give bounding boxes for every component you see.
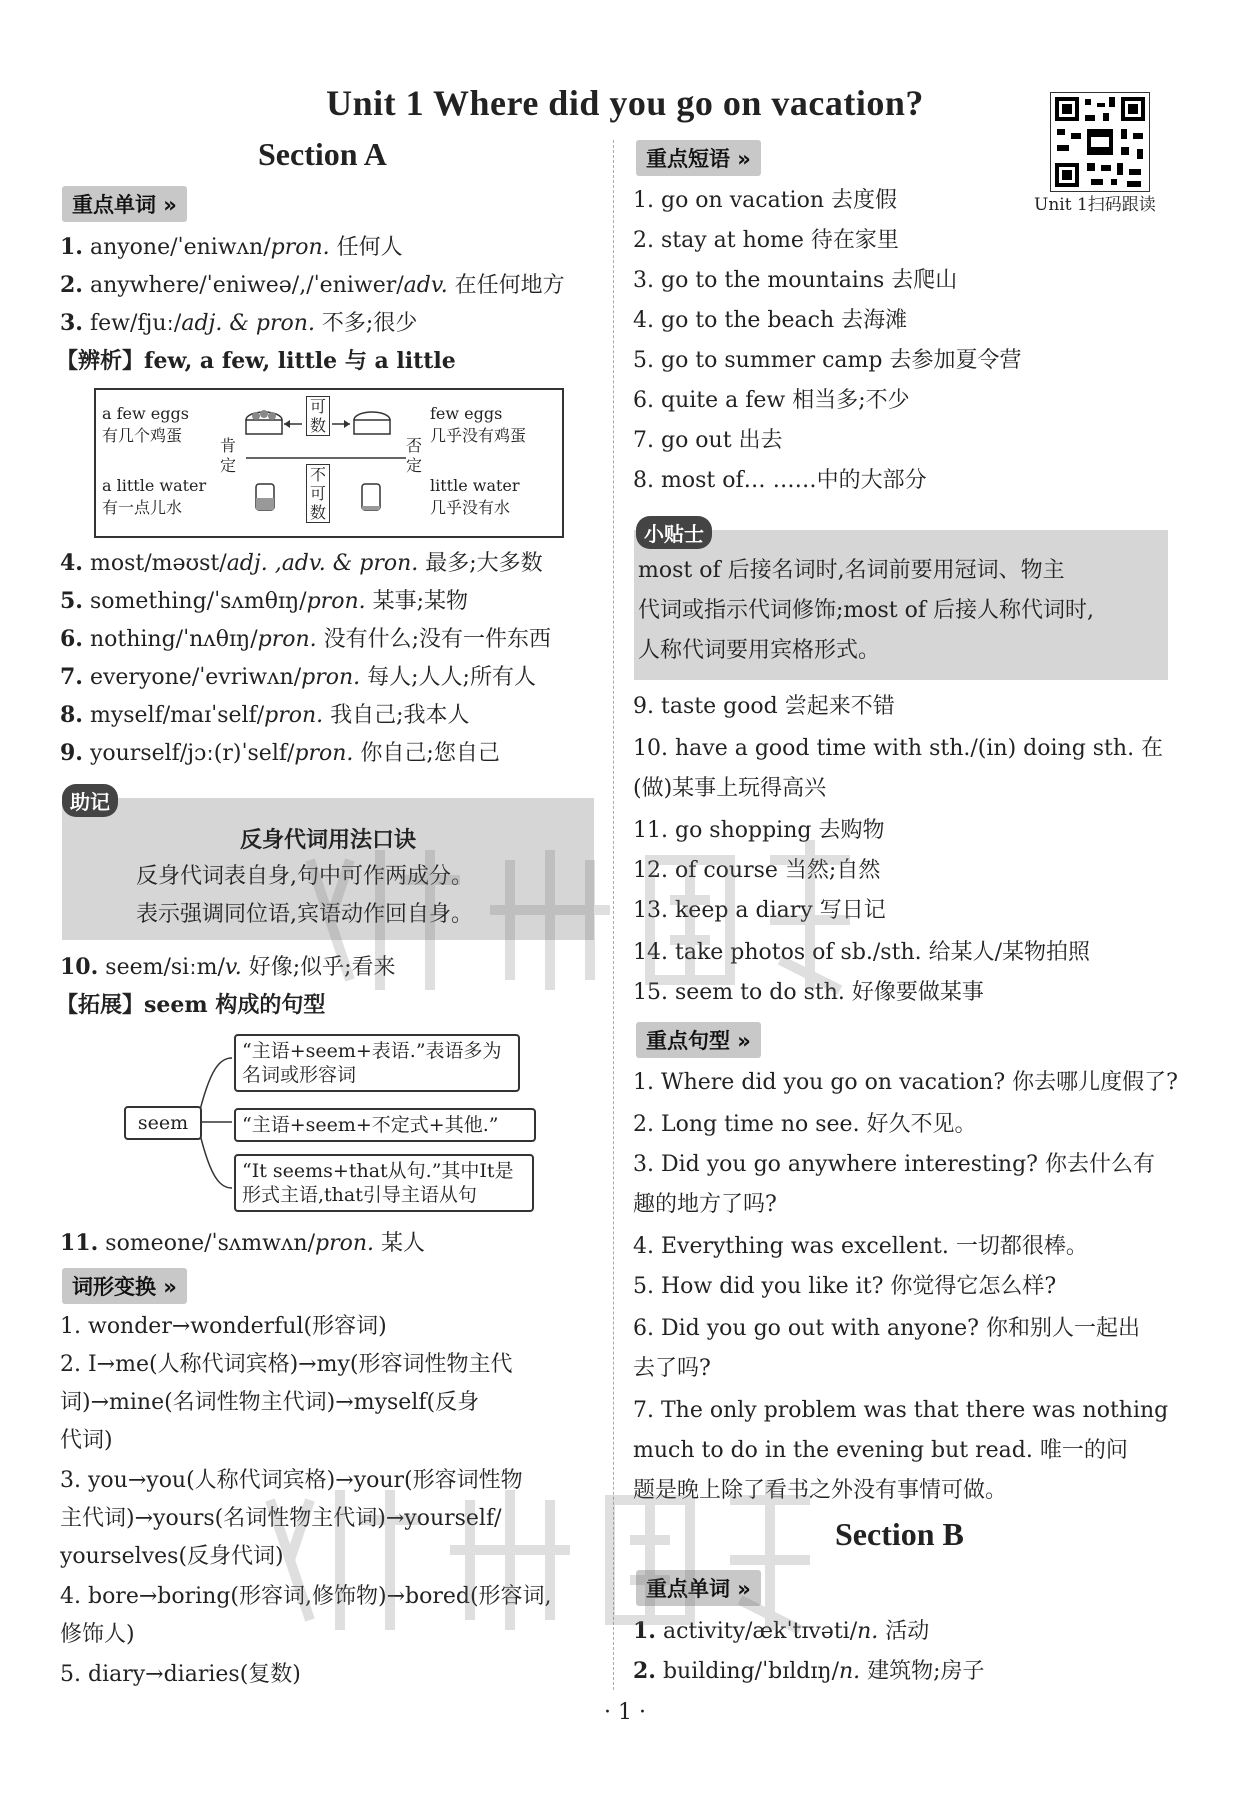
section-a-heading: Section A [258, 136, 387, 172]
memo-title: 反身代词用法口诀 [239, 828, 416, 853]
seem-pattern-3: “It seems+that从句.”其中It是形式主语,that引导主语从句 [234, 1154, 534, 1212]
form-line: 代词) [60, 1428, 113, 1453]
qr-caption: Unit 1扫码跟读 [1034, 195, 1156, 215]
word-item: 1. anyone/ˈeniwʌn/pron. 任何人 [60, 234, 403, 260]
sentence-line: much to do in the evening but read. 唯一的问 [633, 1438, 1128, 1463]
tip-line-2: 代词或指示代词修饰;most of 后接人称代词时, [638, 598, 1095, 623]
a-little-en: a little water [102, 476, 207, 495]
analysis-heading: 【辨析】few, a few, little 与 a little [56, 348, 456, 374]
memo-line-2: 表示强调同位语,宾语动作回自身。 [136, 902, 473, 927]
seem-pattern-2: “主语+seem+不定式+其他.” [234, 1108, 536, 1142]
few-little-table [94, 388, 564, 538]
section-b-heading: Section B [835, 1516, 964, 1552]
sentence-line: 6. Did you go out with anyone? 你和别人一起出 [633, 1316, 1140, 1341]
phrase-line: 11. go shopping 去购物 [633, 818, 885, 843]
sentence-line: 7. The only problem was that there was nothing [633, 1398, 1169, 1423]
word-item: 9. yourself/jɔː(r)ˈself/pron. 你自己;您自己 [60, 740, 500, 766]
a-little-cn: 有一点儿水 [102, 498, 183, 517]
negative-label: 否定 [406, 436, 423, 475]
extend-heading: 【拓展】seem 构成的句型 [56, 992, 326, 1018]
watermark-graphic [250, 1460, 870, 1678]
header-key-words-b: 重点单词 » [636, 1570, 761, 1606]
form-line: 5. diary→diaries(复数) [60, 1662, 301, 1687]
countable-label: 可数 [306, 396, 330, 436]
word-item: 11. someone/ˈsʌmwʌn/pron. 某人 [60, 1230, 426, 1256]
phrase-line: 12. of course 当然;自然 [633, 858, 881, 883]
table-graphics [96, 390, 562, 536]
phrase-line: 10. have a good time with sth./(in) doing sth. 在 [633, 736, 1164, 761]
few-en: few eggs [430, 404, 503, 423]
sentence-line: 4. Everything was excellent. 一切都很棒。 [633, 1234, 1088, 1259]
word-item: 6. nothing/ˈnʌθɪŋ/pron. 没有什么;没有一件东西 [60, 626, 552, 652]
phrase-line: 14. take photos of sb./sth. 给某人/某物拍照 [633, 940, 1091, 965]
phrase-line: (做)某事上玩得高兴 [633, 776, 827, 801]
phrase-line: 1. go on vacation 去度假 [633, 188, 897, 213]
little-cn: 几乎没有水 [430, 498, 511, 517]
watermark-graphic [290, 820, 910, 1038]
header-key-sentences: 重点句型 » [636, 1022, 761, 1058]
sentence-line: 2. Long time no see. 好久不见。 [633, 1112, 977, 1137]
sentence-line: 去了吗? [633, 1356, 711, 1381]
form-line: 4. bore→boring(形容词,修饰物)→bored(形容词, [60, 1584, 552, 1609]
word-item: 4. most/məʊst/adj. ,adv. & pron. 最多;大多数 [60, 550, 543, 576]
tip-badge: 小贴士 [636, 516, 712, 549]
phrase-line: 6. quite a few 相当多;不少 [633, 388, 910, 413]
phrase-line: 13. keep a diary 写日记 [633, 898, 886, 923]
phrase-line: 5. go to summer camp 去参加夏令营 [633, 348, 1022, 373]
a-few-en: a few eggs [102, 404, 189, 423]
word-item: 5. something/ˈsʌmθɪŋ/pron. 某事;某物 [60, 588, 469, 614]
a-few-cn: 有几个鸡蛋 [102, 426, 183, 445]
word-item: 2. anywhere/ˈeniweə/,/ˈeniwer/adv. 在任何地方 [60, 272, 565, 298]
tip-box [634, 530, 1168, 680]
seem-node: seem [124, 1106, 202, 1140]
word-item: 3. few/fjuː/adj. & pron. 不多;很少 [60, 310, 418, 336]
form-line: 词)→mine(名词性物主代词)→myself(反身 [60, 1390, 480, 1415]
header-key-words: 重点单词 » [62, 186, 187, 222]
memo-badge: 助记 [62, 784, 118, 817]
phrase-line: 8. most of… ……中的大部分 [633, 468, 927, 493]
sentence-line: 题是晚上除了看书之外没有事情可做。 [633, 1478, 1008, 1503]
word-item: 7. everyone/ˈevriwʌn/pron. 每人;人人;所有人 [60, 664, 536, 690]
form-line: 3. you→you(人称代词宾格)→your(形容词性物 [60, 1468, 523, 1493]
header-key-phrases: 重点短语 » [636, 140, 761, 176]
page-title: Unit 1 Where did you go on vacation? [326, 83, 924, 123]
seem-pattern-1: “主语+seem+表语.”表语多为名词或形容词 [234, 1034, 520, 1092]
form-line: 修饰人) [60, 1622, 135, 1647]
phrase-line: 15. seem to do sth. 好像要做某事 [633, 980, 984, 1005]
phrase-line: 3. go to the mountains 去爬山 [633, 268, 958, 293]
form-line: 1. wonder→wonderful(形容词) [60, 1314, 387, 1339]
uncountable-label: 不可数 [306, 464, 330, 523]
header-word-forms: 词形变换 » [62, 1268, 187, 1304]
positive-label: 肯定 [220, 436, 237, 475]
phrase-line: 4. go to the beach 去海滩 [633, 308, 908, 333]
qr-code[interactable] [1050, 92, 1150, 192]
sentence-line: 1. Where did you go on vacation? 你去哪儿度假了? [633, 1070, 1178, 1095]
form-line: yourselves(反身代词) [60, 1544, 284, 1569]
form-line: 2. I→me(人称代词宾格)→my(形容词性物主代 [60, 1352, 513, 1377]
form-line: 主代词)→yours(名词性物主代词)→yourself/ [60, 1506, 502, 1531]
phrase-line: 2. stay at home 待在家里 [633, 228, 899, 253]
word-item: 2. building/ˈbɪldɪŋ/n. 建筑物;房子 [633, 1658, 985, 1684]
few-cn: 几乎没有鸡蛋 [430, 426, 527, 445]
word-item: 10. seem/siːm/v. 好像;似乎;看来 [60, 954, 396, 980]
phrase-line: 7. go out 出去 [633, 428, 783, 453]
sentence-line: 3. Did you go anywhere interesting? 你去什么有 [633, 1152, 1155, 1177]
phrase-line: 9. taste good 尝起来不错 [633, 694, 895, 719]
word-item: 8. myself/maɪˈself/pron. 我自己;我本人 [60, 702, 470, 728]
memo-line-1: 反身代词表自身,句中可作两成分。 [136, 864, 473, 889]
word-item: 1. activity/ækˈtɪvəti/n. 活动 [633, 1618, 930, 1644]
tip-line-1: most of 后接名词时,名词前要用冠词、物主 [638, 558, 1065, 583]
little-en: little water [430, 476, 520, 495]
tip-line-3: 人称代词要用宾格形式。 [638, 638, 881, 663]
page-number: · 1 · [604, 1700, 646, 1725]
sentence-line: 趣的地方了吗? [633, 1192, 777, 1217]
sentence-line: 5. How did you like it? 你觉得它怎么样? [633, 1274, 1057, 1299]
